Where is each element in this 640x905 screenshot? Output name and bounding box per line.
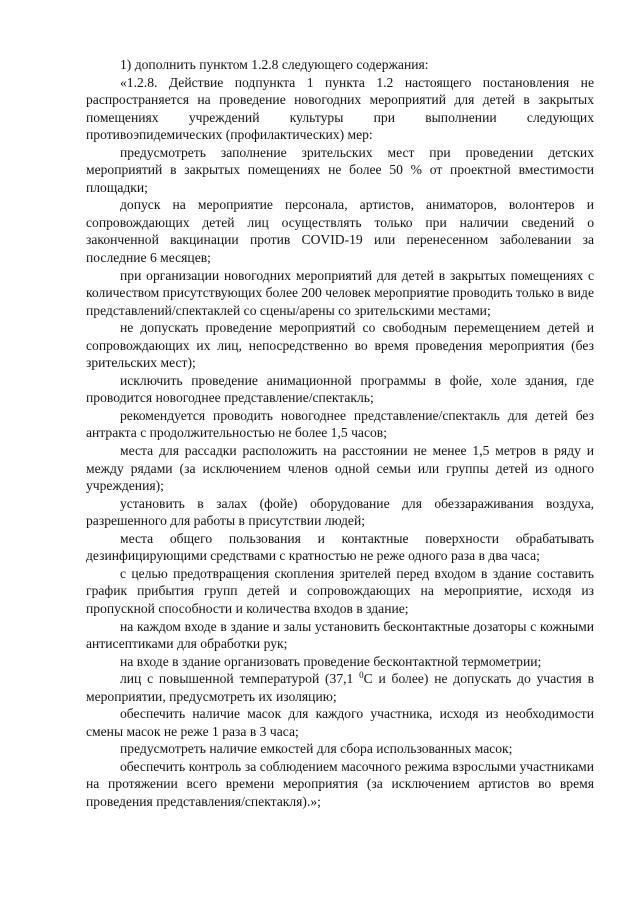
paragraph-staff-admission: допуск на мероприятие персонала, артистов, аниматоров, волонтеров и сопровождающих детей лиц осуществлять только при наличии сведений о законченной вакцинации против COVID-19 или перенесенном заболевании за последние 6 месяцев; [86, 197, 594, 266]
paragraph-masks-supply: обеспечить наличие масок для каждого участника, исходя из необходимости смены масок не реже 1 раза в 3 часа; [86, 706, 594, 739]
paragraph-no-foyer-animation: исключить проведение анимационной программы в фойе, холе здания, где проводится новогоднее представление/спектакль; [86, 372, 594, 406]
fever-text-start: лиц с повышенной температурой (37,1 [120, 671, 360, 687]
paragraph-clause-1-2-8: «1.2.8. Действие подпункта 1 пункта 1.2 настоящего постановления не распространяется на проведение новогодних мероприятий для детей в закрытых помещениях учреждений культуры при выполнении следующих противоэпидемических (профилактических) мер: [86, 74, 594, 143]
paragraph-thermometry: на входе в здание организовать проведение бесконтактной термометрии; [120, 653, 542, 669]
paragraph-seating-capacity: предусмотреть заполнение зрительских мест при проведении детских мероприятий в закрытых помещениях не более 50 % от проектной вместимости площадки; [86, 144, 594, 195]
paragraph-no-intermission: рекомендуется проводить новогоднее представление/спектакль для детей без антракта с продолжительностью не более 1,5 часов; [86, 407, 594, 441]
paragraph-mask-control: обеспечить контроль за соблюдением масочного режима взрослыми участниками на протяжении всего времени мероприятия (за исключением артистов во время проведения представления/спектакля).»; [86, 758, 594, 809]
paragraph-air-disinfection: установить в залах (фойе) оборудование для обеззараживания воздуха, разрешенного для работы в присутствии людей; [86, 495, 594, 529]
paragraph-arrival-schedule: с целью предотвращения скопления зрителей перед входом в здание составить график прибытия групп детей и сопровождающих на мероприятие, исходя из пропускной способности и количества входов в здание; [86, 565, 594, 616]
degree-superscript: 0 [359, 670, 364, 681]
paragraph-no-free-movement: не допускать проведение мероприятий со свободным перемещением детей и сопровождающих их лиц, непосредственно во время проведения мероприятия (без зрительских мест); [86, 320, 594, 371]
paragraph-sanitizer-dispensers: на каждом входе в здание и залы установить бесконтактные дозаторы с кожными антисептиками для обработки рук; [86, 618, 594, 652]
paragraph-large-events: при организации новогодних мероприятий для детей в закрытых помещениях с количеством присутствующих более 200 человек мероприятие проводить только в виде представлений/спектаклей со сцены/арены со зрительскими местами; [86, 267, 594, 318]
paragraph-mask-bins: предусмотреть наличие емкостей для сбора использованных масок; [120, 741, 513, 757]
document-body [86, 56, 594, 811]
paragraph-surface-disinfection: места общего пользования и контактные поверхности обрабатывать дезинфицирующими средствами с кратностью не реже одного раза в два часа; [86, 530, 594, 564]
fever-text-end: С и более) не допускать до участия в мероприятии, предусмотреть их изоляцию; [86, 671, 594, 704]
paragraph-amendment-intro: 1) дополнить пунктом 1.2.8 следующего содержания: [120, 57, 429, 72]
paragraph-seating-distance: места для рассадки расположить на расстоянии не менее 1,5 метров в ряду и между рядами (за исключением членов одной семьи или группы детей из одного учреждения); [86, 443, 594, 494]
paragraph-fever-isolation [86, 670, 594, 705]
